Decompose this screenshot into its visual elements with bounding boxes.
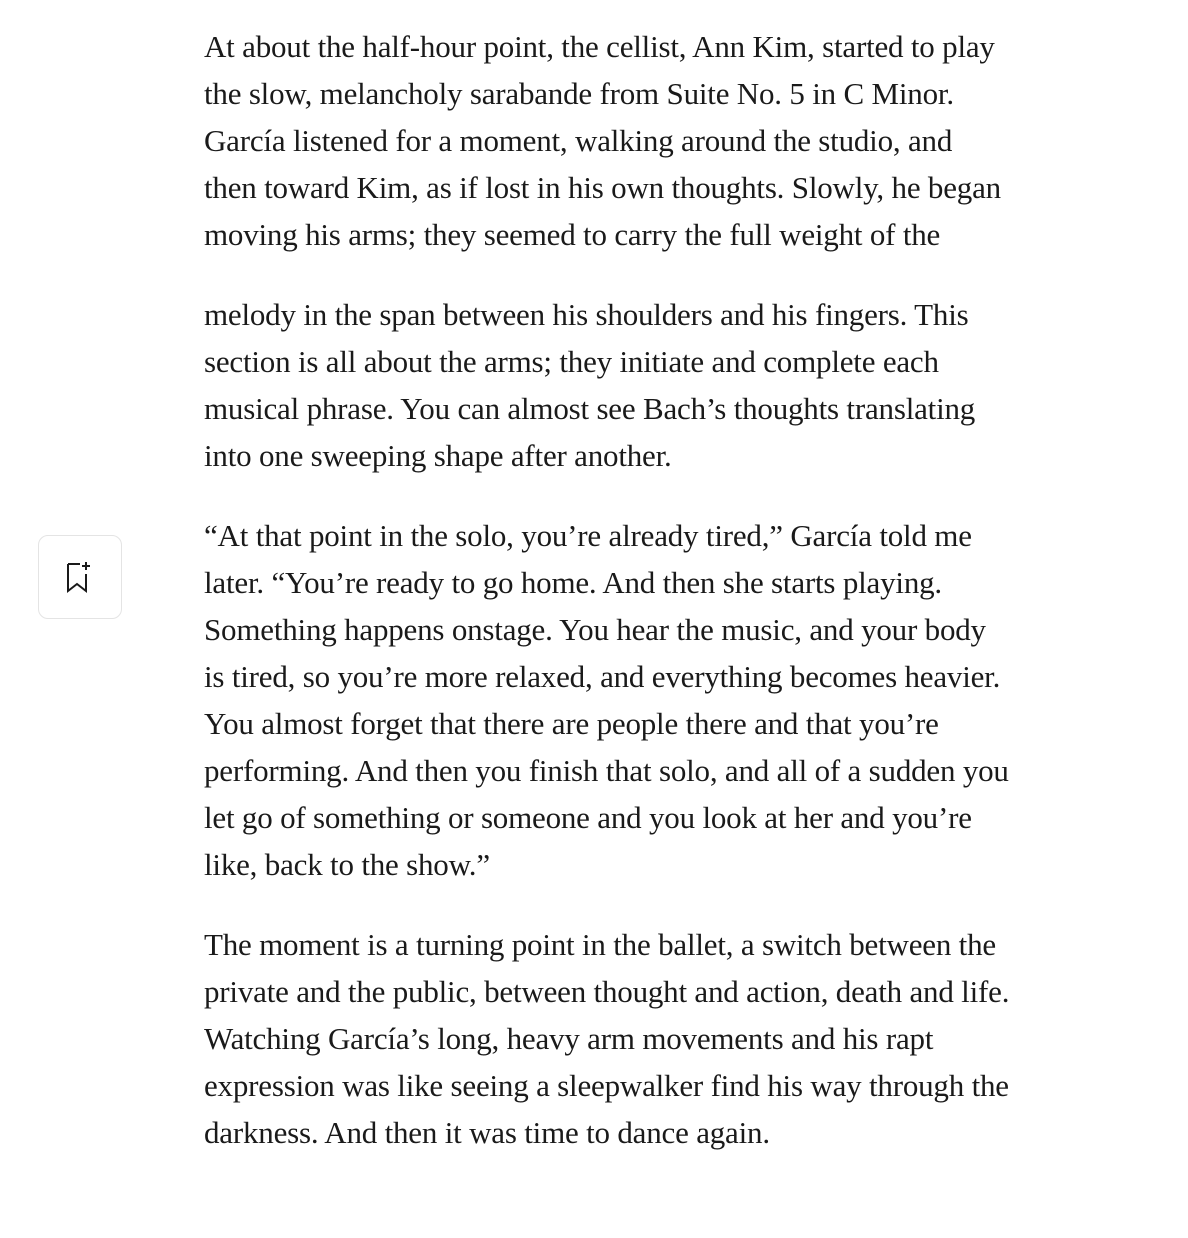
save-article-button[interactable]	[38, 535, 122, 619]
article-paragraph-1: At about the half-hour point, the cellist, Ann Kim, started to play the slow, melancholy sarabande from Suite No. 5 in C Minor. García listened for a moment, walking around the studio, and then toward Kim, as if lost in his own thoughts. Slowly, he began moving his arms; they seemed to carry the full weight of the	[204, 29, 1001, 252]
article-paragraph-2: melody in the span between his shoulders and his fingers. This section is all about the arms; they initiate and complete each musical phrase. You can almost see Bach’s thoughts translating into one sweeping shape after another.	[204, 297, 976, 473]
article-body	[204, 23, 1010, 1188]
bookmark-add-icon	[65, 560, 95, 594]
article-paragraph-3: “At that point in the solo, you’re already tired,” García told me later. “You’re ready to go home. And then she starts playing. Something happens onstage. You hear the music, and your body is tired, so you’re more relaxed, and everything becomes heavier. You almost forget that there are people there and that you’re performing. And then you finish that solo, and all of a sudden you let go of something or someone and you look at her and you’re like, back to the show.”	[204, 518, 1009, 882]
article-paragraph-4: The moment is a turning point in the ballet, a switch between the private and the public, between thought and action, death and life. Watching García’s long, heavy arm movements and his rapt expression was like seeing a sleepwalker find his way through the darkness. And then it was time to dance again.	[204, 927, 1010, 1150]
